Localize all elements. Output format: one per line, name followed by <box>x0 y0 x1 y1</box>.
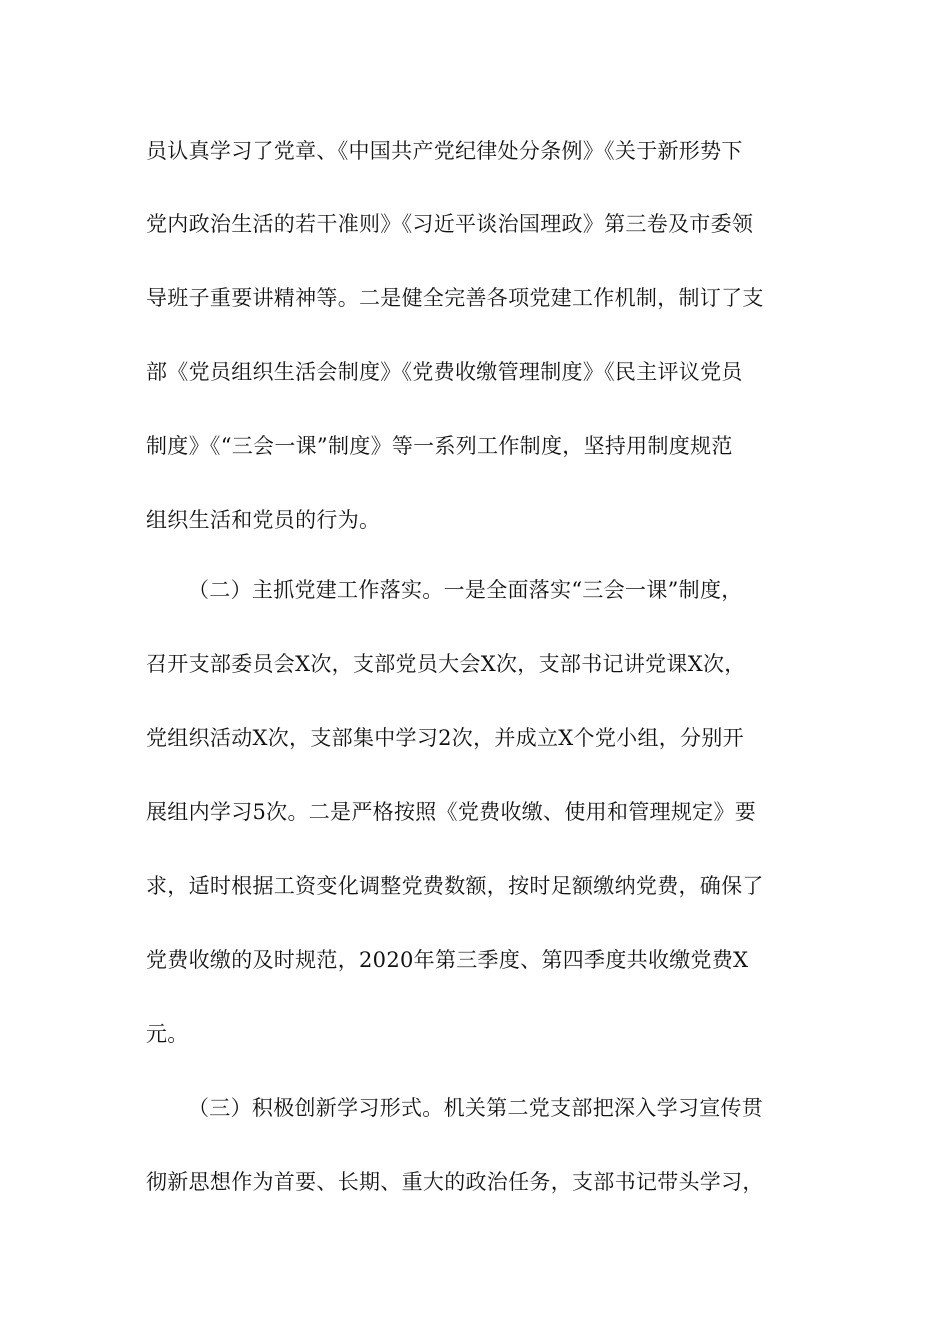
paragraph-line: 党费收缴的及时规范，2020年第三季度、第四季度共收缴党费X <box>146 948 749 972</box>
section-heading-line: （二）主抓党建工作落实。一是全面落实“三会一课”制度， <box>188 578 743 602</box>
paragraph-line: 制度》《“三会一课”制度》等一系列工作制度，坚持用制度规范 <box>146 434 733 458</box>
paragraph-line: 部《党员组织生活会制度》《党费收缴管理制度》《民主评议党员 <box>146 360 743 384</box>
paragraph-line: 党组织活动X次，支部集中学习2次，并成立X个党小组，分别开 <box>146 726 744 750</box>
section-heading-line: （三）积极创新学习形式。机关第二党支部把深入学习宣传贯 <box>188 1096 764 1120</box>
paragraph-line: 员认真学习了党章、《中国共产党纪律处分条例》《关于新形势下 <box>146 139 743 163</box>
paragraph-line: 彻新思想作为首要、长期、重大的政治任务，支部书记带头学习， <box>146 1170 764 1194</box>
paragraph-line: 召开支部委员会X次，支部党员大会X次，支部书记讲党课X次， <box>146 652 746 676</box>
paragraph-line: 党内政治生活的若干准则》《习近平谈治国理政》第三卷及市委领 <box>146 212 754 236</box>
paragraph-line: 展组内学习5次。二是严格按照《党费收缴、使用和管理规定》要 <box>146 800 757 824</box>
paragraph-line: 求，适时根据工资变化调整党费数额，按时足额缴纳党费，确保了 <box>146 874 764 898</box>
paragraph-line: 元。 <box>146 1022 189 1046</box>
paragraph-line: 导班子重要讲精神等。二是健全完善各项党建工作机制，制订了支 <box>146 286 764 310</box>
paragraph-line: 组织生活和党员的行为。 <box>146 508 381 532</box>
